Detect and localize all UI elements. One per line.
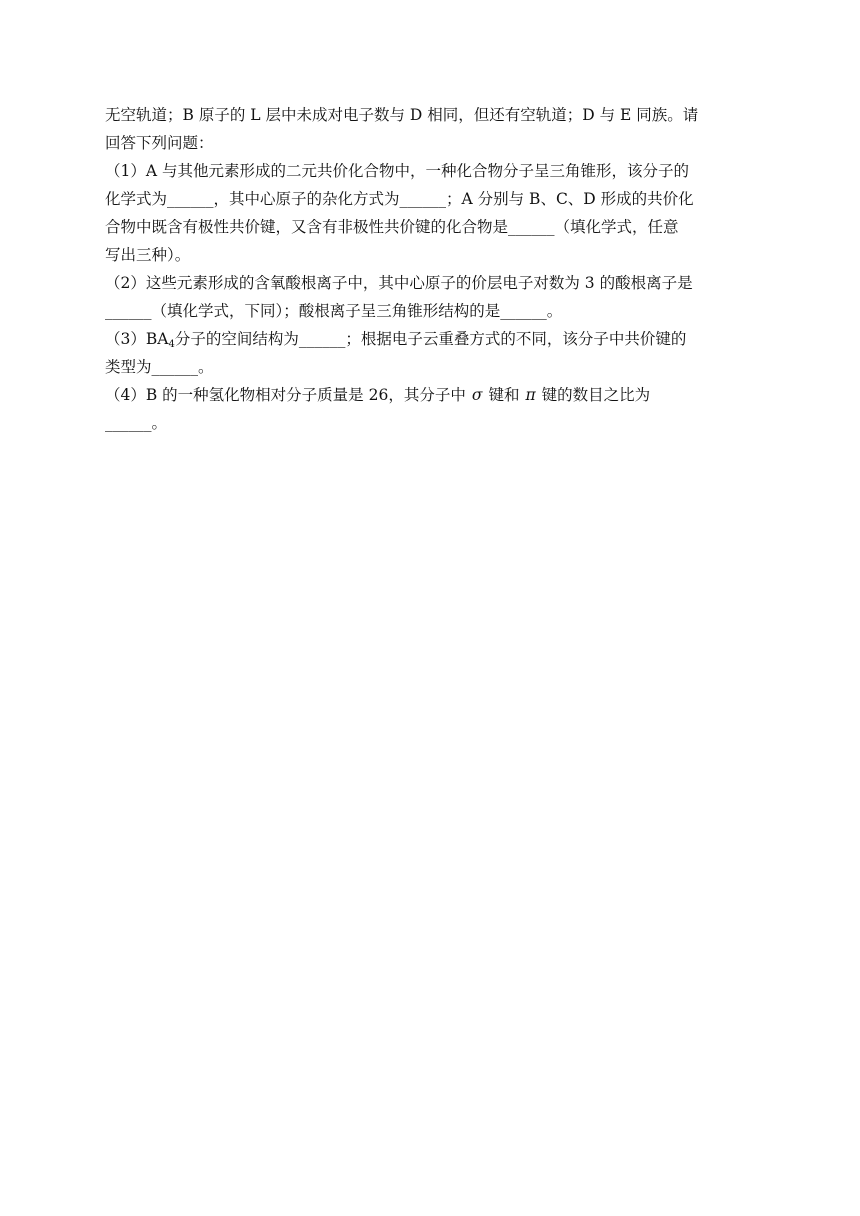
text-line: 无空轨道；B 原子的 L 层中未成对电子数与 D 相同，但还有空轨道；D 与 E 同族。请 [105, 106, 699, 124]
text-line: 回答下列问题： [105, 134, 214, 152]
question-text [105, 101, 755, 437]
chemical-formula [146, 330, 175, 348]
text-line: ______。 [105, 414, 168, 432]
text-line: ______（填化学式，下同）；酸根离子呈三角锥形结构的是______。 [105, 302, 563, 320]
text-line: 写出三种）。 [105, 246, 191, 264]
formula-subscript: 4 [168, 339, 175, 350]
text-line: 类型为______。 [105, 358, 214, 376]
pi-symbol: π [525, 386, 536, 404]
text-line: 合物中既含有极性共价键，又含有非极性共价键的化合物是______（填化学式，任意 [105, 218, 679, 236]
text-line: 化学式为______，其中心原子的杂化方式为______；A 分别与 B、C、D 形成的共价化 [105, 190, 694, 208]
question-2-line: （2）这些元素形成的含氧酸根离子中，其中心原子的价层电子对数为 3 的酸根离子是 [105, 274, 693, 292]
sigma-symbol: σ [471, 386, 483, 404]
question-4-line [105, 381, 755, 409]
question-number: （3） [105, 330, 146, 348]
question-text-rest: 分子的空间结构为______；根据电子云重叠方式的不同，该分子中共价键的 [174, 330, 687, 348]
question-text-part: 键和 [488, 386, 520, 404]
formula-base: BA [145, 330, 169, 348]
question-text-part: 键的数目之比为 [541, 386, 651, 404]
question-1-line: （1）A 与其他元素形成的二元共价化合物中，一种化合物分子呈三角锥形，该分子的 [105, 162, 689, 180]
question-text-part: （4）B 的一种氢化物相对分子质量是 26，其分子中 [105, 386, 466, 404]
question-3-line [105, 325, 755, 353]
